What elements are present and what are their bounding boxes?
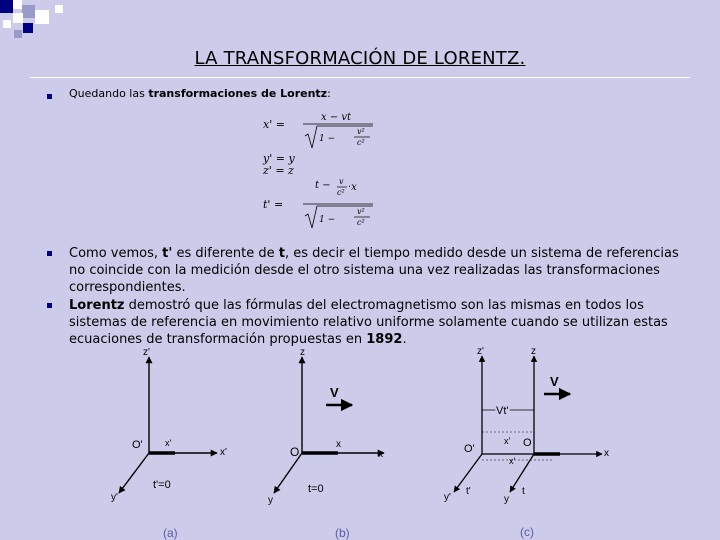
eq-t-one: 1 − — [319, 215, 336, 225]
fig-a-x-label: x' — [220, 447, 227, 458]
eq-t-lhs: t' = — [263, 198, 284, 211]
fig-c-origin-primed: O' — [464, 443, 475, 455]
eq-x-num: x − vt — [321, 112, 352, 123]
intro-line: Quedando las transformaciones de Lorentz: — [69, 87, 331, 100]
fig-c-origin: O — [523, 437, 532, 449]
paragraph-time: Como vemos, t' es diferente de t, es decir el tiempo medido desde un sistema de referencias no coincide con la medición desde el otro sistema una vez realizadas las transformaciones correspondientes. — [69, 246, 679, 295]
figure-a-primed-frame — [105, 345, 245, 540]
fig-b-x-label: x — [378, 449, 383, 460]
fig-c-velocity-label: V — [550, 374, 559, 389]
fig-b-velocity-label: V — [330, 385, 339, 400]
fig-a-caption: (a) — [163, 526, 178, 540]
bullet-icon — [47, 94, 52, 99]
fig-b-time: t=0 — [308, 483, 324, 495]
eq-t-v2: v² — [357, 207, 365, 216]
fig-a-origin: O' — [132, 439, 143, 451]
fig-a-time: t'=0 — [153, 479, 171, 491]
fig-c-displacement: Vt' — [496, 405, 509, 417]
title-underline-rule — [30, 77, 690, 78]
fig-c-time-primed: t' — [466, 486, 471, 497]
eq-t-num-a: t − — [315, 180, 331, 191]
fig-c-y-label: y — [504, 494, 509, 505]
fig-a-z-label: z' — [143, 347, 150, 358]
lorentz-equations — [255, 108, 385, 238]
fig-b-z-label: z — [300, 347, 305, 358]
fig-b-caption: (b) — [335, 526, 350, 540]
eq-y: y' = y — [263, 152, 295, 165]
eq-x-v2: v² — [357, 127, 365, 136]
fig-b-y-label: y — [268, 495, 273, 506]
fig-c-y-primed-label: y' — [444, 492, 451, 503]
fig-b-x-mark: x — [336, 439, 341, 450]
fig-a-y-label: y' — [111, 492, 118, 503]
eq-x-one: 1 − — [319, 134, 336, 144]
fig-c-z-primed-label: z' — [477, 346, 484, 357]
fig-b-origin: O — [290, 445, 300, 459]
fig-a-x-mark: x' — [165, 438, 172, 448]
figure-b-rest-frame — [260, 345, 400, 540]
eq-x-c2: c² — [357, 138, 365, 147]
paragraph-lorentz: Lorentz demostró que las fórmulas del electromagnetismo son las mismas en todos los sistemas de referencia en movimiento relativo uniforme solamente cuando se utilizan estas ecuaciones de transformación propuestas en 1892. — [69, 298, 668, 347]
eq-t-v: v — [339, 177, 344, 186]
fig-c-z-label: z — [531, 346, 536, 357]
fig-c-x-primed-mark: x' — [504, 436, 511, 446]
figure-c-moving-frames — [432, 342, 622, 540]
eq-x-lhs: x' = — [263, 118, 285, 131]
fig-c-caption: (c) — [520, 525, 534, 539]
slide-title: LA TRANSFORMACIÓN DE LORENTZ. — [194, 48, 526, 69]
fig-c-x-primed-mark-2: x' — [509, 456, 516, 466]
bullet-icon — [47, 251, 52, 256]
fig-c-time: t — [522, 486, 525, 497]
bullet-icon — [47, 303, 52, 308]
eq-t-num-b: ·x — [348, 182, 357, 193]
eq-t-c2b: c² — [357, 218, 365, 227]
eq-z: z' = z — [263, 164, 294, 177]
fig-c-x-label: x — [604, 448, 609, 459]
eq-t-c2: c² — [337, 188, 345, 197]
